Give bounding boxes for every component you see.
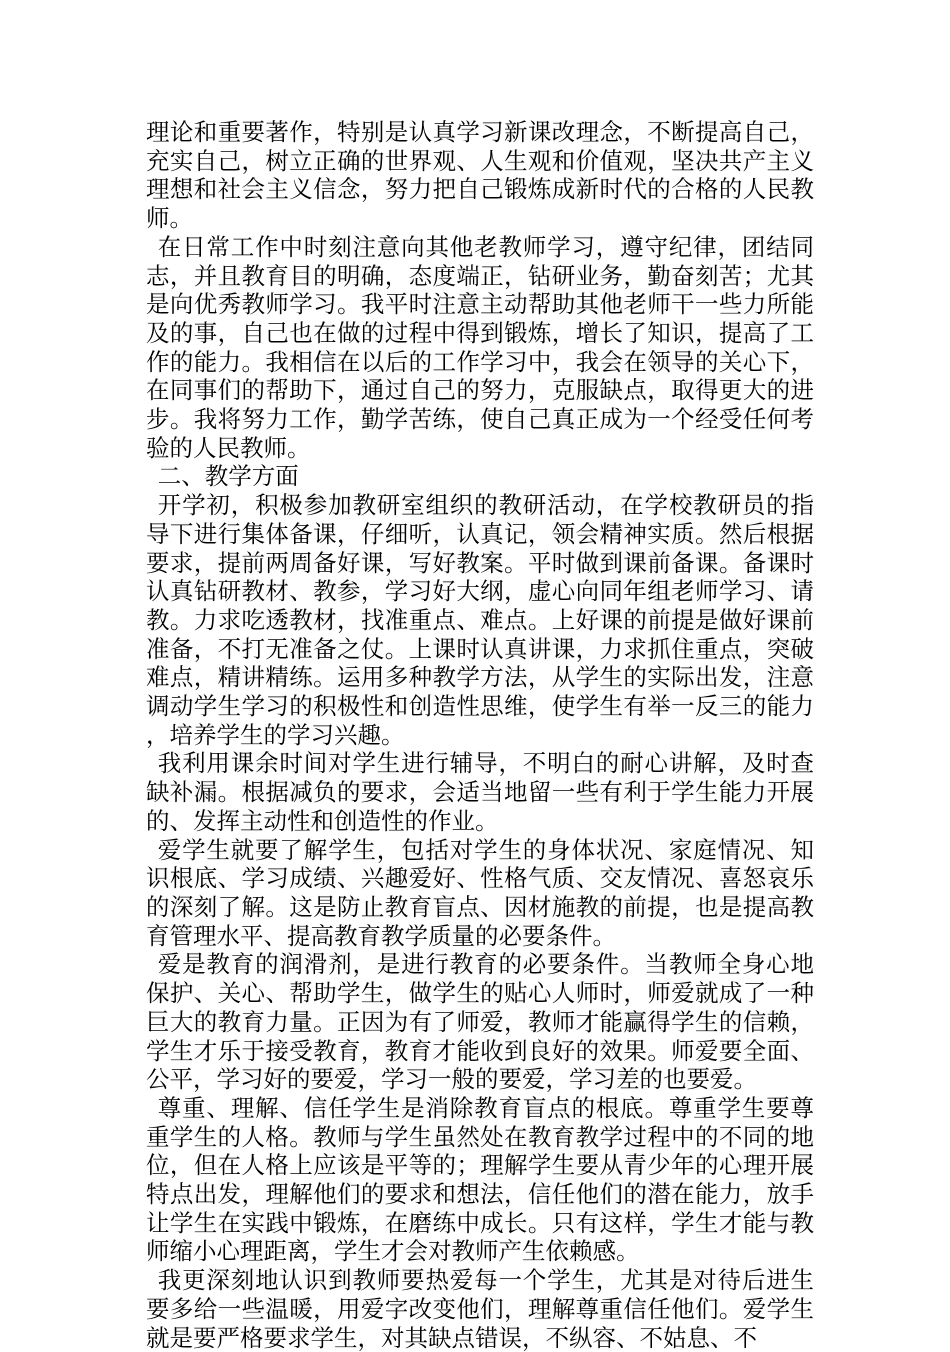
- document-body: [146, 118, 814, 1352]
- paragraph-respect-trust: 尊重、理解、信任学生是消除教育盲点的根底。尊重学生要尊重学生的人格。教师与学生虽然处在教育教学过程中的不同的地位，但在人格上应该是平等的；理解学生要从青少年的心理开展特点出发，理解他们的要求和想法，信任他们的潜在能力，放手让学生在实践中锻炼，在磨练中成长。只有这样，学生才能与教师缩小心理距离，学生才会对教师产生依赖感。: [146, 1093, 814, 1266]
- section-heading-teaching: 二、教学方面: [157, 462, 299, 491]
- paragraph-teacher-love: 爱是教育的润滑剂，是进行教育的必要条件。当教师全身心地保护、关心、帮助学生，做学生的贴心人师时，师爱就成了一种巨大的教育力量。正因为有了师爱，教师才能赢得学生的信赖，学生才乐于接受教育，教育才能收到良好的效果。师爱要全面、公平，学习好的要爱，学习一般的要爱，学习差的也要爱。: [146, 950, 814, 1094]
- paragraph-love-every-student: 我更深刻地认识到教师要热爱每一个学生，尤其是对待后进生要多给一些温暖，用爱字改变他们，理解尊重信任他们。爱学生就是要严格要求学生，对其缺点错误，不纵容、不姑息、不: [146, 1266, 814, 1352]
- paragraph-continuation: 理论和重要著作，特别是认真学习新课改理念，不断提高自己，充实自己，树立正确的世界观、人生观和价值观，坚决共产主义理想和社会主义信念，努力把自己锻炼成新时代的合格的人民教师。: [146, 118, 814, 233]
- paragraph-understand-students: 爱学生就要了解学生，包括对学生的身体状况、家庭情况、知识根底、学习成绩、兴趣爱好、性格气质、交友情况、喜怒哀乐的深刻了解。这是防止教育盲点、因材施教的前提，也是提高教育管理水平、提高教育教学质量的必要条件。: [146, 835, 814, 950]
- paragraph-tutoring: 我利用课余时间对学生进行辅导，不明白的耐心讲解，及时查缺补漏。根据减负的要求，会适当地留一些有利于学生能力开展的、发挥主动性和创造性的作业。: [146, 749, 814, 835]
- paragraph-semester-start: 开学初，积极参加教研室组织的教研活动，在学校教研员的指导下进行集体备课，仔细听，认真记，领会精神实质。然后根据要求，提前两周备好课，写好教案。平时做到课前备课。备课时认真钻研教材、教参，学习好大纲，虚心向同年组老师学习、请教。力求吃透教材，找准重点、难点。上好课的前提是做好课前准备，不打无准备之仗。上课时认真讲课，力求抓住重点，突破难点，精讲精练。运用多种教学方法，从学生的实际出发，注意调动学生学习的积极性和创造性思维，使学生有举一反三的能力，培养学生的学习兴趣。: [146, 491, 814, 749]
- paragraph-daily-work: 在日常工作中时刻注意向其他老教师学习，遵守纪律，团结同志，并且教育目的明确，态度端正，钻研业务，勤奋刻苦；尤其是向优秀教师学习。我平时注意主动帮助其他老师干一些力所能及的事，自己也在做的过程中得到锻炼，增长了知识，提高了工作的能力。我相信在以后的工作学习中，我会在领导的关心下，在同事们的帮助下，通过自己的努力，克服缺点，取得更大的进步。我将努力工作，勤学苦练，使自己真正成为一个经受任何考验的人民教师。: [146, 232, 814, 462]
